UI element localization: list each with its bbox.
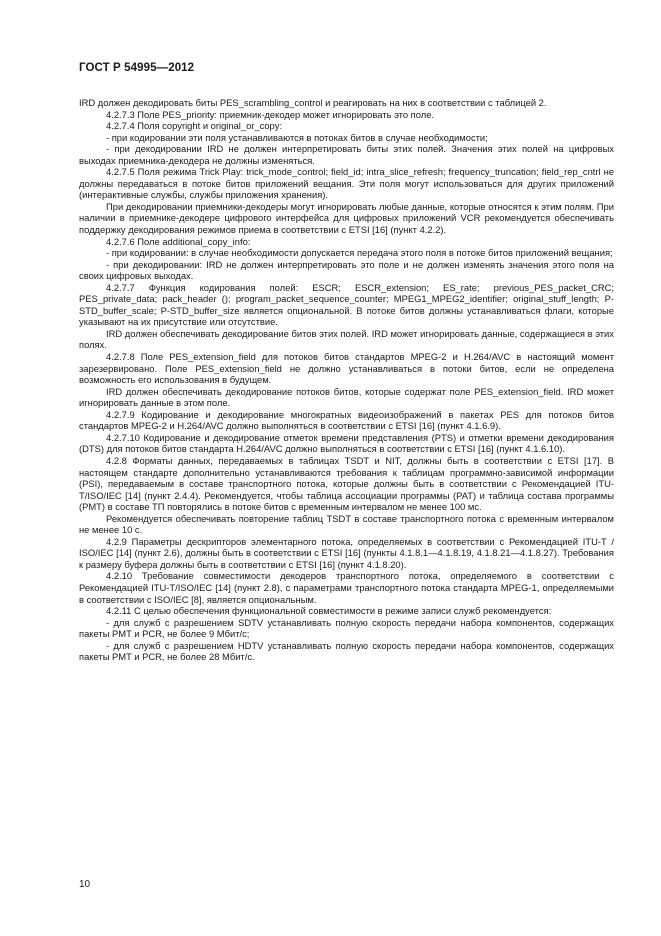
- paragraph: 4.2.11 С целью обеспечения функциональной совместимости в режиме записи служб рекомендуется:: [106, 605, 552, 617]
- paragraph: IRD должен обеспечивать декодирование потоков битов, которые содержат поле PES_extension_field. IRD может игнорировать данные в этом поле.: [79, 385, 614, 409]
- list-item: - при кодировании эти поля устанавливаются в потоках битов в случае необходимости;: [106, 131, 488, 143]
- paragraph: 4.2.10 Требование совместимости декодеров транспортного потока, определяемого в соответствии с Рекомендацией ITU-T/ISO/IEC [14] (пункт 2.8), с параметрами транспортного потока стандарта MPEG-1, определяемыми в соответствии с ISO/IEC [8], является опциональным.: [79, 570, 614, 605]
- paragraph: IRD должен обеспечивать декодирование битов этих полей. IRD может игнорировать данные, содержащиеся в этих полях.: [79, 327, 614, 351]
- paragraph: При декодировании приемники-декодеры могут игнорировать любые данные, которые относятся к этим полям. При наличии в приемнике-декодере цифрового интерфейса для цифровых приложений VCR рекомендуется обеспечивать поддержку декодирования режимов приема в соответствии с ETSI [16] (пункт 4.2.2).: [79, 200, 614, 236]
- paragraph: 4.2.7.7 Функция кодирования полей: ESCR; ESCR_extension; ES_rate; previous_PES_packet_CRC; PES_private_data; pack_header (); program_packet_sequence_counter; MPEG1_MPEG2_identifier; original_stuff_length; P-STD_buffer_scale; P-STD_buffer_size является опциональной. В потоке битов должны устанавливаться флаги, которые указывают на их присутствие или отсутствие.: [79, 281, 614, 328]
- list-item: - для служб с разрешением HDTV устанавливать полную скорость передачи набора компонентов, содержащих пакеты PMT и PCR, не более 28 Мбит/с.: [79, 639, 614, 663]
- paragraph: Рекомендуется обеспечивать повторение таблиц TSDT в составе транспортного потока с временным интервалом не менее 10 с.: [79, 512, 614, 536]
- paragraph: IRD должен декодировать биты PES_scrambling_control и реагировать на них в соответствии с таблицей 2.: [79, 97, 547, 108]
- document-header: ГОСТ Р 54995—2012: [79, 62, 195, 74]
- paragraph: 4.2.9 Параметры дескрипторов элементарного потока, определяемых в соответствии с Рекомендацией ITU-T / ISO/IEC [14] (пункт 2.6), должны быть в соответствии с ETSI [16] (пункты 4.1.8.1—4.1.8.19, 4.1.8.21—4.1.8.27). Требования к размеру буфера должны быть в соответствии с ETSI [16] (пункт 4.1.8.20).: [79, 535, 614, 570]
- list-item: - при декодировании IRD не должен интерпретировать биты этих полей. Значения этих полей на цифровых выходах приемника-декодера не должны изменяться.: [79, 143, 614, 166]
- list-item: - при кодировании: в случае необходимости допускается передача этого поля в потоке битов приложений вещания;: [106, 247, 613, 259]
- paragraph: 4.2.7.10 Кодирование и декодирование отметок времени представления (PTS) и отметки времени декодирования (DTS) для потоков битов стандарта H.264/AVC должно выполняться в соответствии с ETSI [16] (пункт 4.1.6.10).: [79, 431, 614, 455]
- page-number: 10: [79, 879, 91, 890]
- paragraph: 4.2.7.6 Поле additional_copy_info:: [106, 235, 251, 247]
- list-item: - для служб с разрешением SDTV устанавливать полную скорость передачи набора компонентов, содержащих пакеты PMT и PCR, не более 9 Мбит/с;: [79, 616, 614, 640]
- paragraph: 4.2.7.8 Поле PES_extension_field для потоков битов стандартов MPEG-2 и H.264/AVC в настоящий момент зарезервировано. Поле PES_extension_field не должно устанавливаться в потоки битов, если не определена возможность его использования в будущем.: [79, 351, 614, 386]
- paragraph: 4.2.7.3 Поле PES_priority: приемник-декодер может игнорировать это поле.: [106, 108, 435, 120]
- paragraph: 4.2.8 Форматы данных, передаваемых в таблицах TSDT и NIT, должны быть в соответствии с ETSI [17]. В настоящем стандарте дополнительно устанавливаются требования к таблицам программно-зависимой информации (PSI), передаваемым в составе транспортного потока, которые должны быть в соответствии с Рекомендацией ITU-T/ISO/IEC [14] (пункт 2.4.4). Рекомендуется, чтобы таблица ассоциации программы (PAT) и таблица состава программы (PMT) в составе ТП повторялись в потоке битов с временным интервалом не менее 100 мс.: [79, 454, 614, 513]
- document-body: [79, 97, 614, 663]
- list-item: - при декодировании: IRD не должен интерпретировать это поле и не должен изменять значения этого поля на своих цифровых выходах.: [79, 258, 614, 282]
- paragraph: 4.2.7.5 Поля режима Trick Play: trick_mode_control; field_id; intra_slice_refresh; frequency_truncation; field_rep_cntrl не должны передаваться в потоке битов приложений вещания. Эти поля могут использоваться для других приложений (интерактивные службы, службы приложения хранения).: [79, 166, 614, 201]
- paragraph: 4.2.7.9 Кодирование и декодирование многократных видеоизображений в пакетах PES для потоков битов стандартов MPEG-2 и H.264/AVC должно выполняться в соответствии с ETSI [16] (пункт 4.1.6.9).: [79, 408, 614, 432]
- paragraph: 4.2.7.4 Поля copyright и original_or_copy:: [106, 120, 283, 132]
